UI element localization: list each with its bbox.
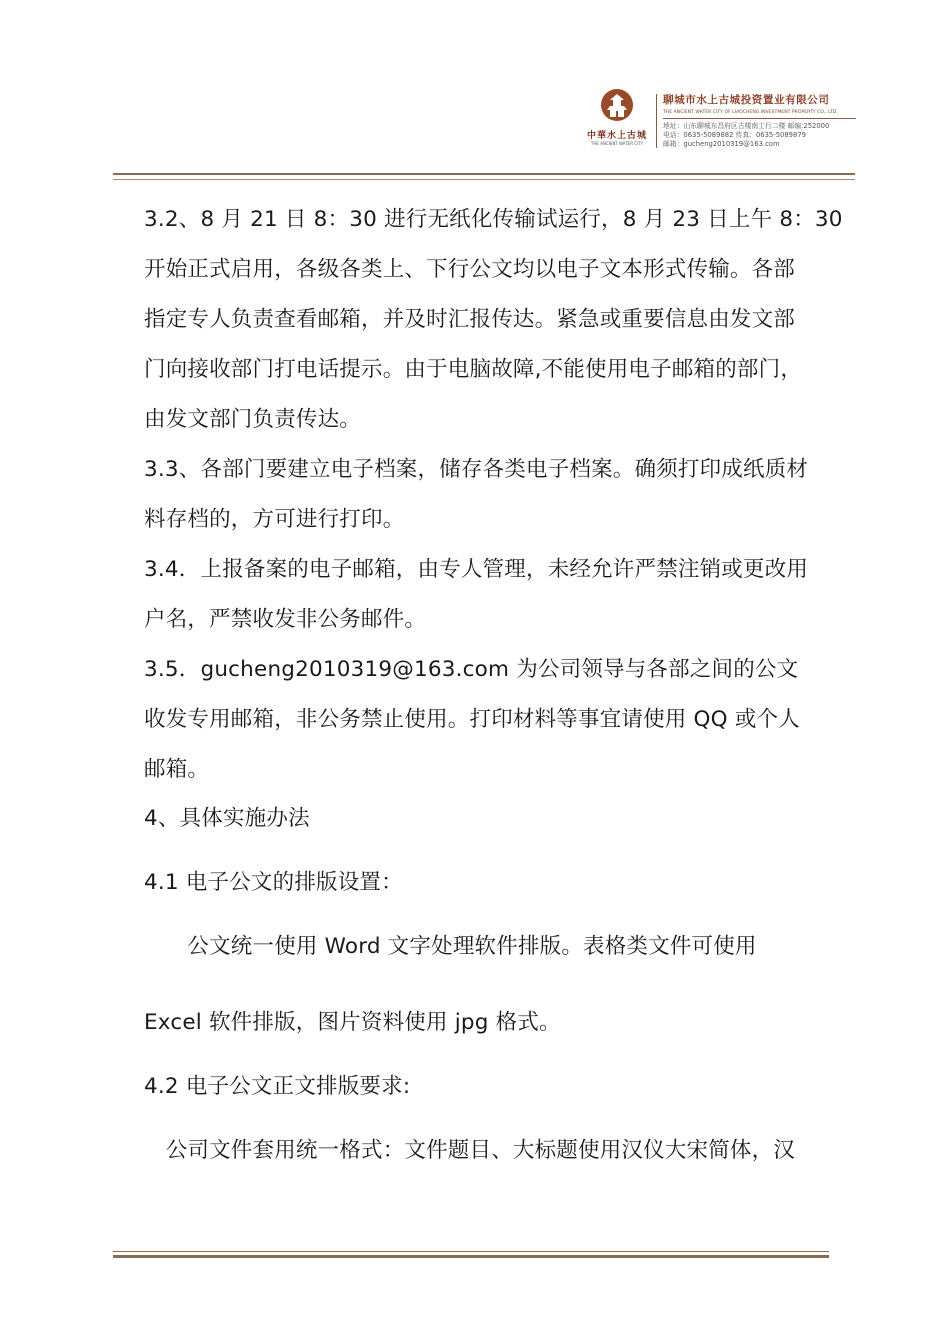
- pagoda-logo-icon: [600, 88, 634, 122]
- header-divider: [656, 94, 657, 148]
- subsection-heading: 4.2 电子公文正文排版要求:: [144, 1074, 411, 1099]
- company-info: [663, 92, 863, 149]
- footer-rule-thin: [113, 1251, 829, 1252]
- company-email: 邮箱：gucheng2010319@163.com: [663, 140, 780, 148]
- header-rule: [113, 173, 855, 175]
- body-line: 由发文部门负责传达。: [144, 407, 362, 432]
- logo-script-text: 中華水上古城: [586, 131, 647, 141]
- body-line: 公司文件套用统一格式：文件题目、大标题使用汉仪大宋简体，汉: [144, 1138, 796, 1163]
- subsection-heading: 4.1 电子公文的排版设置：: [144, 870, 403, 895]
- body-line: 3.5．gucheng2010319@163.com 为公司领导与各部之间的公文: [144, 657, 799, 682]
- body-line: 公文统一使用 Word 文字处理软件排版。表格类文件可使用: [144, 934, 757, 959]
- footer-rule: [113, 1255, 829, 1258]
- body-line: 户名，严禁收发非公务邮件。: [144, 607, 427, 632]
- body-line: 3.2、8 月 21 日 8：30 进行无纸化传输试运行，8 月 23 日上午 8：30: [144, 207, 843, 232]
- company-phone-fax: 电话：0635-5089882 传真：0635-5089879: [663, 131, 806, 139]
- body-line: 3.3、各部门要建立电子档案，储存各类电子档案。确须打印成纸质材: [144, 457, 809, 482]
- company-logo: [582, 88, 652, 150]
- body-line: 邮箱。: [144, 757, 210, 782]
- body-line: Excel 软件排版，图片资料使用 jpg 格式。: [144, 1010, 561, 1035]
- company-name: 聊城市水上古城投资置业有限公司: [663, 94, 830, 106]
- company-info-rule: [663, 118, 856, 119]
- body-line: 3.4．上报备案的电子邮箱，由专人管理，未经允许严禁注销或更改用: [144, 557, 809, 582]
- body-line: 门向接收部门打电话提示。由于电脑故障,不能使用电子邮箱的部门，: [144, 357, 803, 382]
- body-line: 开始正式启用，各级各类上、下行公文均以电子文本形式传输。各部: [144, 257, 796, 282]
- letterhead: [0, 0, 950, 180]
- company-english-name: THE ANCIENT WATER CITY OF LIAOCHENG INVESTMENT PROPERTY CO., LTD.: [663, 110, 838, 115]
- company-address: 地址：山东聊城东昌府区古楼南工行二楼 邮编:252000: [663, 122, 830, 130]
- header-rule-thin: [113, 179, 855, 180]
- logo-subtitle: THE ANCIENT WATER CITY: [590, 141, 644, 146]
- body-line: 收发专用邮箱，非公务禁止使用。打印材料等事宜请使用 QQ 或个人: [144, 707, 800, 732]
- section-heading: 4、具体实施办法: [144, 806, 310, 831]
- body-line: 指定专人负责查看邮箱，并及时汇报传达。紧急或重要信息由发文部: [144, 307, 796, 332]
- body-line: 料存档的，方可进行打印。: [144, 507, 405, 532]
